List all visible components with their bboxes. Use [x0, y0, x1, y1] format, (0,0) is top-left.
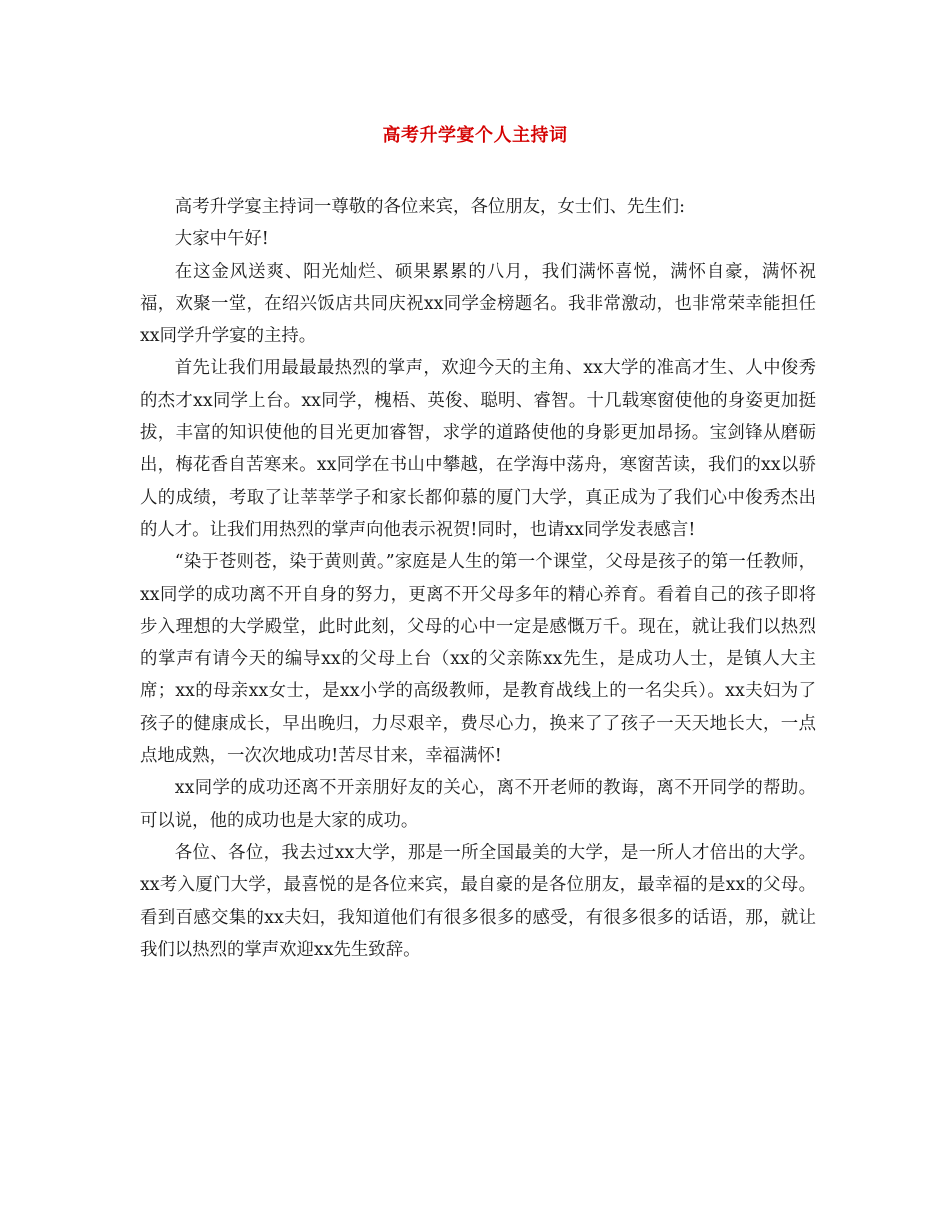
paragraph-parents: “染于苍则苍，染于黄则黄。”家庭是人生的第一个课堂，父母是孩子的第一任教师，xx同学的成功离不开自身的努力，更离不开父母多年的精心养育。看着自己的孩子即将步入理想的大学殿堂，此时此刻，父母的心中一定是感慨万千。现在，就让我们以热烈的掌声有请今天的编导xx的父母上台（xx的父亲陈xx先生，是成功人士，是镇人大主席；xx的母亲xx女士，是xx小学的高级教师，是教育战线上的一名尖兵）。xx夫妇为了孩子的健康成长，早出晚归，力尽艰辛，费尽心力，换来了了孩子一天天地长大，一点点地成熟，一次次地成功!苦尽甘来，幸福满怀!: [140, 552, 816, 767]
paragraph-greeting: 高考升学宴主持词一尊敬的各位来宾，各位朋友，女士们、先生们:: [174, 197, 685, 217]
paragraph-student-intro: 首先让我们用最最最热烈的掌声，欢迎今天的主角、xx大学的准高才生、人中俊秀的杰才xx同学上台。xx同学，槐梧、英俊、聪明、睿智。十几载寒窗使他的身姿更加挺拔，丰富的知识使他的目光更加睿智，求学的道路使他的身影更加昂扬。宝剑锋从磨砺出，梅花香自苦寒来。xx同学在书山中攀越，在学海中荡舟，寒窗苦读，我们的xx以骄人的成绩，考取了让莘莘学子和家长都仰慕的厦门大学，真正成为了我们心中俊秀杰出的人才。让我们用热烈的掌声向他表示祝贺!同时，也请xx同学发表感言!: [140, 358, 816, 540]
paragraph-friends: xx同学的成功还离不开亲朋好友的关心，离不开老师的教诲，离不开同学的帮助。可以说，他的成功也是大家的成功。: [140, 778, 816, 831]
paragraph-opening: 在这金风送爽、阳光灿烂、硕果累累的八月，我们满怀喜悦，满怀自豪，满怀祝福，欢聚一堂，在绍兴饭店共同庆祝xx同学金榜题名。我非常激动，也非常荣幸能担任xx同学升学宴的主持。: [140, 261, 816, 347]
paragraph-closing: 各位、各位，我去过xx大学，那是一所全国最美的大学，是一所人才倍出的大学。xx考入厦门大学，最喜悦的是各位来宾，最自豪的是各位朋友，最幸福的是xx的父母。看到百感交集的xx夫妇，我知道他们有很多很多的感受，有很多很多的话语，那，就让我们以热烈的掌声欢迎xx先生致辞。: [140, 842, 816, 960]
document-body: [140, 191, 816, 966]
paragraph-good-noon: 大家中午好!: [174, 229, 269, 250]
document-title: 高考升学宴个人主持词: [382, 125, 568, 146]
